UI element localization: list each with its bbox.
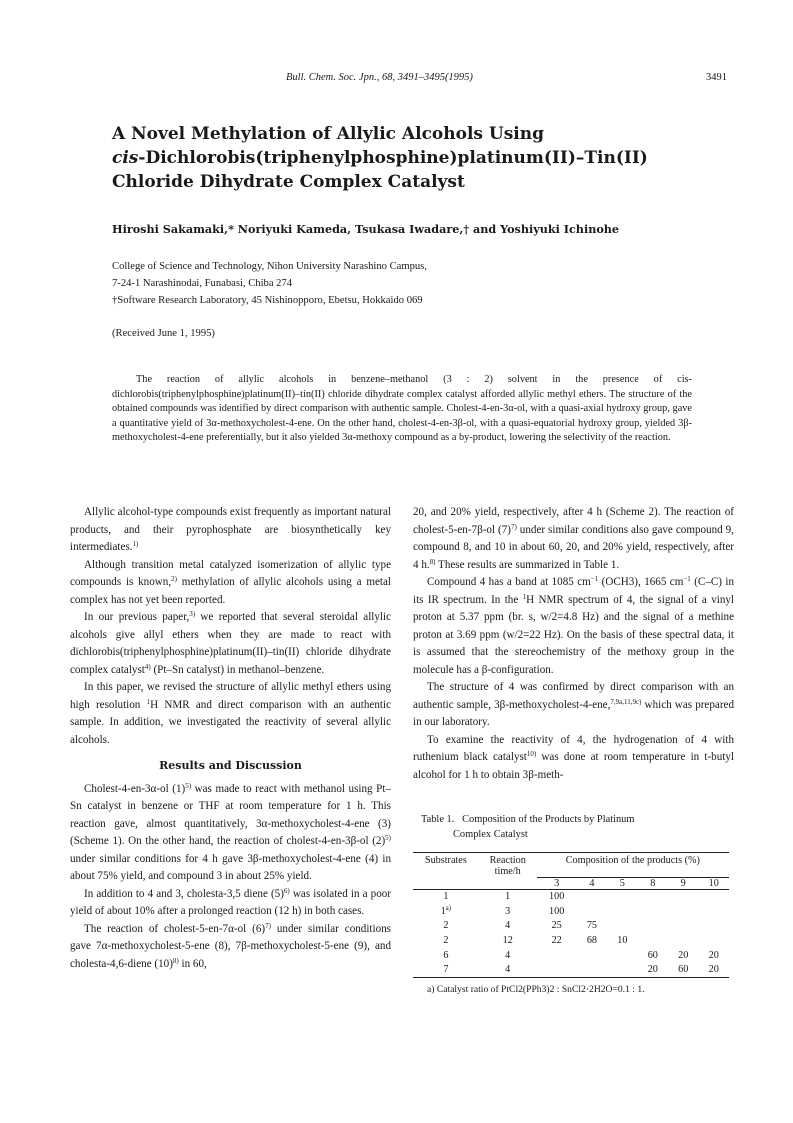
- value-cell: 60: [668, 962, 698, 977]
- paragraph: To examine the reactivity of 4, the hydrogenation of 4 with ruthenium black catalyst$^{10)}$ was done at room temperature in t-butyl alcohol for 1 h to obtain 3β-meth-: [413, 733, 734, 781]
- time-cell: 1: [505, 891, 511, 903]
- time-cell: 4: [479, 962, 537, 977]
- received-date: (Received June 1, 1995): [112, 328, 215, 339]
- abstract: The reaction of allylic alcohols in benzene–methanol (3 : 2) solvent in the presence of cis-dichlorobis(triphenylphosphine)platinum(II)–tin(II) chloride dihydrate complex catalyst afforded allylic methyl ethers. The structure of the obtained compounds was identified by direct comparison with authentic sample. Cholest-4-en-3α-ol, with a quasi-axial hydroxy group, gave a quantitative yield of 3α-methoxycholest-4-ene. On the other hand, cholest-4-en-3β-ol, with a quasi-equatorial hydroxy group, yielded 3β-methoxycholest-4-ene preferentially, but it also yielded 3α-methoxy compound as a by-product, lowering the selectivity of the reaction.: [112, 374, 692, 444]
- value-cell: 75: [586, 920, 597, 932]
- paragraph: In our previous paper,$^{3)}$ we reported that several steroidal allylic alcohols give allyl ethers when they are made to react with dichlorobis(triphenylphosphine)platinum(II)–tin(II) chloride dihydrate complex catalyst$^{4)}$ (Pt–Sn catalyst) in methanol–benzene.: [70, 610, 391, 676]
- value-cell: [607, 889, 637, 904]
- value-cell: [668, 933, 698, 948]
- journal-citation: Bull. Chem. Soc. Jpn., 68, 3491–3495(1995): [286, 72, 473, 83]
- product-header: 4: [577, 877, 607, 889]
- table-footnote: a) Catalyst ratio of PtCl2(PPh3)2 : SnCl2·2H2O=0.1 : 1.: [427, 984, 645, 996]
- value-cell: [638, 933, 668, 948]
- value-cell: [638, 919, 668, 934]
- table-row: [413, 933, 729, 948]
- product-header: 8: [638, 877, 668, 889]
- value-cell: [668, 919, 698, 934]
- value-cell: [577, 962, 607, 977]
- substrate-cell: 6: [443, 949, 449, 961]
- value-cell: [607, 904, 637, 919]
- paragraph: In this paper, we revised the structure of allylic methyl ethers using high resolution $^1$H NMR and direct comparison with an authentic sample. In addition, we investigated the reactivity of several allylic alcohols.: [70, 681, 391, 746]
- table-row: [413, 904, 729, 919]
- header-substrates: Substrates: [413, 853, 479, 878]
- title-line-2-rest: -Dichlorobis(triphenylphosphine)platinum(II)–Tin(II): [138, 148, 648, 168]
- paragraph: 20, and 20% yield, respectively, after 4 h (Scheme 2). The reaction of cholest-5-en-7β-ol $(7)^{7)}$ under similar conditions also gave compound 9, compound 8, and 10 in about 60, 20, and 20% yield, respectively, after 4 h.$^{8)}$ These results are summarized in Table 1.: [413, 506, 734, 571]
- page-number: 3491: [706, 72, 727, 83]
- value-cell: [577, 948, 607, 963]
- product-header: 5: [607, 877, 637, 889]
- table-row: [413, 889, 729, 904]
- table-caption: Table 1. Composition of the Products by Platinum Complex Catalyst: [421, 814, 635, 840]
- composition-table: [413, 852, 729, 978]
- product-header: 9: [668, 877, 698, 889]
- affiliations: [112, 258, 427, 309]
- time-cell: 12: [502, 935, 513, 947]
- author-list: Hiroshi Sakamaki,* Noriyuki Kameda, Tsukasa Iwadare,† and Yoshiyuki Ichinohe: [112, 222, 620, 236]
- value-cell: [698, 919, 729, 934]
- value-cell: [698, 889, 729, 904]
- value-cell: [607, 948, 637, 963]
- body-right-column: [413, 504, 734, 784]
- affiliation-line-2: 7-24-1 Narashinodai, Funabasi, Chiba 274: [112, 278, 293, 289]
- affiliation-line-1: College of Science and Technology, Nihon University Narashino Campus,: [112, 261, 427, 272]
- table-row: [413, 919, 729, 934]
- value-cell: [607, 919, 637, 934]
- value-cell: [698, 933, 729, 948]
- title-line-2: [112, 146, 752, 170]
- title-line-1: A Novel Methylation of Allylic Alcohols Using: [112, 124, 545, 144]
- value-cell: 25: [551, 920, 562, 932]
- substrate-cell: 2: [443, 935, 449, 947]
- product-header: 10: [698, 877, 729, 889]
- table-1: [413, 812, 734, 995]
- time-cell: 4: [505, 920, 511, 932]
- paragraph: Allylic alcohol-type compounds exist frequently as important natural products, and their pyrophosphate are biosynthetically key intermediates.$^{1)}$: [70, 506, 391, 553]
- table-row: [413, 962, 729, 977]
- value-cell: 20: [678, 949, 689, 961]
- section-heading: Results and Discussion: [159, 759, 302, 772]
- header-composition: Composition of the products (%): [537, 853, 729, 867]
- affiliation-line-3: †Software Research Laboratory, 45 Nishinopporo, Ebetsu, Hokkaido 069: [112, 295, 423, 306]
- paragraph: In addition to 4 and 3, cholesta-3,5 diene $(5)^{6)}$ was isolated in a poor yield of about 10% after a prolonged reaction (12 h) in both cases.: [70, 886, 391, 917]
- paragraph: Cholest-4-en-3α-ol $(1)^{5)}$ was made to react with methanol using Pt–Sn catalyst in benzene or THF at room temperature for 1 h. This reaction gave, almost quantitatively, 3α-methoxycholest-4-ene (3) (Scheme 1). On the other hand, the reaction of cholest-4-en-3β-ol $(2)^{5)}$ under similar conditions for 4 h gave 3β-methoxycholest-4-ene (4) in about 75% yield, and compound 3 in about 25% yield.: [70, 781, 391, 882]
- running-header: [0, 72, 793, 86]
- value-cell: [607, 962, 637, 977]
- substrate-cell: 1$^{a)}$: [440, 903, 452, 917]
- time-cell: 3: [505, 905, 511, 917]
- value-cell: [577, 904, 607, 919]
- table-row: [413, 948, 729, 963]
- value-cell: 20: [708, 949, 719, 961]
- value-cell: 22: [551, 935, 562, 947]
- value-cell: 100: [549, 905, 565, 917]
- paragraph: The structure of 4 was confirmed by direct comparison with an authentic sample, 3β-methoxycholest-4-ene,$^{7,9a,11,9c)}$ which was prepared in our laboratory.: [413, 681, 734, 728]
- value-cell: [668, 904, 698, 919]
- title-line-3: Chloride Dihydrate Complex Catalyst: [112, 172, 465, 192]
- article-title: [112, 122, 752, 194]
- substrate-cell: 2: [443, 920, 449, 932]
- title-cis: cis: [112, 148, 139, 168]
- value-cell: 10: [617, 935, 628, 947]
- value-cell: [638, 904, 668, 919]
- time-cell: 4: [505, 949, 511, 961]
- value-cell: [698, 904, 729, 919]
- value-cell: 60: [647, 949, 658, 961]
- header-time: time/h: [494, 866, 521, 877]
- value-cell: 68: [586, 935, 597, 947]
- value-cell: [577, 889, 607, 904]
- substrate-cell: 7: [413, 962, 479, 977]
- body-left-column: [70, 504, 391, 973]
- product-header: 3: [537, 877, 577, 889]
- paragraph: The reaction of cholest-5-en-7α-ol $(6)^{7)}$ under similar conditions gave 7α-methoxycholest-5-ene (8), 7β-methoxycholest-5-ene (9), and cholesta-4,6-diene $(10)^{8)}$ in 60,: [70, 921, 391, 970]
- value-cell: 20: [698, 962, 729, 977]
- header-reaction: Reaction: [479, 853, 537, 867]
- value-cell: [638, 889, 668, 904]
- value-cell: [537, 962, 577, 977]
- paragraph: Compound 4 has a band at 1085 $cm^{-1}$ (OCH3), 1665 $cm^{-1}$ (C–C) in its IR spectrum. In the $^1$H NMR spectrum of 4, the signal of a vinyl proton at 5.37 ppm (br. s, w/2=4.8 Hz) and the signal of a methine proton at 3.69 ppm (w/2=22 Hz). On the basis of these spectral data, it is assumed that the stereochemistry of the methoxy group in the molecule has a β-configuration.: [413, 575, 735, 676]
- substrate-cell: 1: [443, 891, 449, 903]
- paragraph: Although transition metal catalyzed isomerization of allylic type compounds is known,$^{2)}$ methylation of allylic alcohols using a metal complex has not yet been reported.: [70, 558, 391, 606]
- value-cell: 20: [638, 962, 668, 977]
- value-cell: 100: [549, 891, 565, 903]
- value-cell: [668, 889, 698, 904]
- value-cell: [537, 948, 577, 963]
